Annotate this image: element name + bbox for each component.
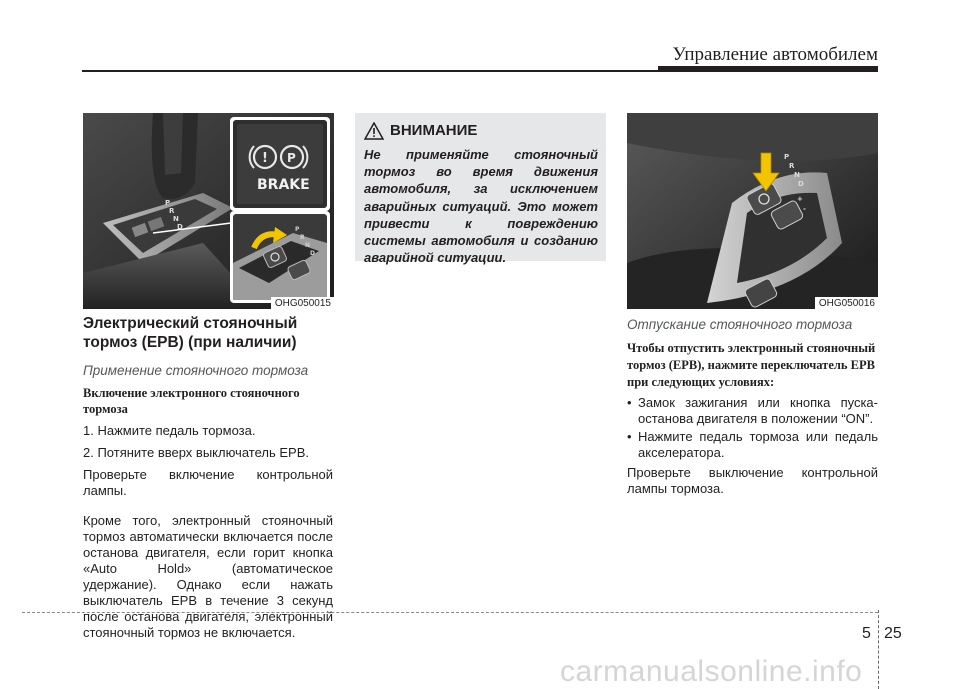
watermark: carmanualsonline.info [560, 655, 863, 688]
conditions-list [627, 395, 878, 461]
bullet-glyph: • [627, 395, 632, 410]
page-number-divider [878, 610, 879, 689]
svg-text:P: P [287, 151, 296, 165]
epb-apply-illustration [83, 113, 334, 309]
warning-heading [364, 122, 598, 140]
svg-text:D: D [798, 180, 804, 188]
section-title: Электрический стояночный тормоз (EPB) (при наличии) [83, 315, 298, 351]
figure-code: OHG050016 [815, 297, 878, 309]
svg-text:R: R [300, 234, 305, 241]
right-column [627, 316, 878, 497]
svg-text:N: N [794, 171, 800, 179]
chapter-header-title: Управление автомобилем [672, 44, 878, 65]
warning-text: Не применяйте стояночный тормоз во время движения автомобиля, за исключением аварийных ситуаций. Это может привести к повреждению системы автомобиля и созданию аварийной ситуации. [364, 147, 598, 266]
warning-heading-text: ВНИМАНИЕ [390, 122, 478, 139]
check-paragraph: Проверьте включение контрольной лампы. [83, 467, 333, 498]
warning-box [355, 113, 606, 266]
svg-text:P: P [295, 226, 300, 233]
svg-text:R: R [789, 162, 795, 170]
subsection-heading: Применение стояночного тормоза [83, 363, 309, 378]
footer-rule [22, 612, 878, 613]
auto-hold-paragraph: Кроме того, электронный стояночный тормоз автоматически включается после останова двигателя, если горит кнопка «Auto Hold» (автоматическое удержание). Однако если нажать выключатель EPB в течение 3 секунд после останова двигателя, электронный стояночный тормоз не включается. [83, 513, 333, 640]
list-item-text: Нажмите педаль тормоза или педаль акселератора. [638, 429, 878, 460]
list-item [627, 395, 878, 427]
step-1: 1. Нажмите педаль тормоза. [83, 423, 256, 438]
list-item-text: Замок зажигания или кнопка пуска-останова двигателя в положении “ON”. [638, 395, 878, 426]
subsection-heading: Отпускание стояночного тормоза [627, 317, 853, 332]
chapter-number: 5 [862, 625, 871, 642]
gear-letter: P [165, 199, 171, 207]
svg-text:!: ! [262, 151, 268, 166]
lead-text: Чтобы отпустить электронный стояночный тормоз (EPB), нажмите переключатель EPB при следующих условиях: [627, 341, 876, 389]
left-column [83, 314, 333, 641]
lead-text: Включение электронного стояночного тормоза [83, 386, 300, 416]
svg-text:N: N [305, 242, 311, 249]
warning-triangle-icon [364, 122, 384, 140]
bullet-glyph: • [627, 429, 632, 444]
gear-letter: R [169, 207, 175, 215]
svg-text:+: + [797, 195, 803, 203]
svg-text:P: P [784, 153, 790, 161]
check-paragraph: Проверьте выключение контрольной лампы тормоза. [627, 465, 878, 496]
epb-release-illustration [627, 113, 878, 309]
header-rule [82, 70, 878, 72]
gear-letter: N [173, 215, 179, 223]
step-2: 2. Потяните вверх выключатель EPB. [83, 445, 309, 460]
epb-apply-photo [83, 113, 334, 309]
gear-letter: D [177, 223, 183, 231]
svg-text:-: - [803, 205, 806, 213]
figure-code: OHG050015 [271, 297, 334, 309]
svg-text:D: D [310, 250, 315, 257]
page-number: 25 [884, 625, 902, 642]
list-item [627, 429, 878, 461]
brake-lamp-text: BRAKE [257, 177, 310, 193]
epb-release-photo [627, 113, 878, 309]
